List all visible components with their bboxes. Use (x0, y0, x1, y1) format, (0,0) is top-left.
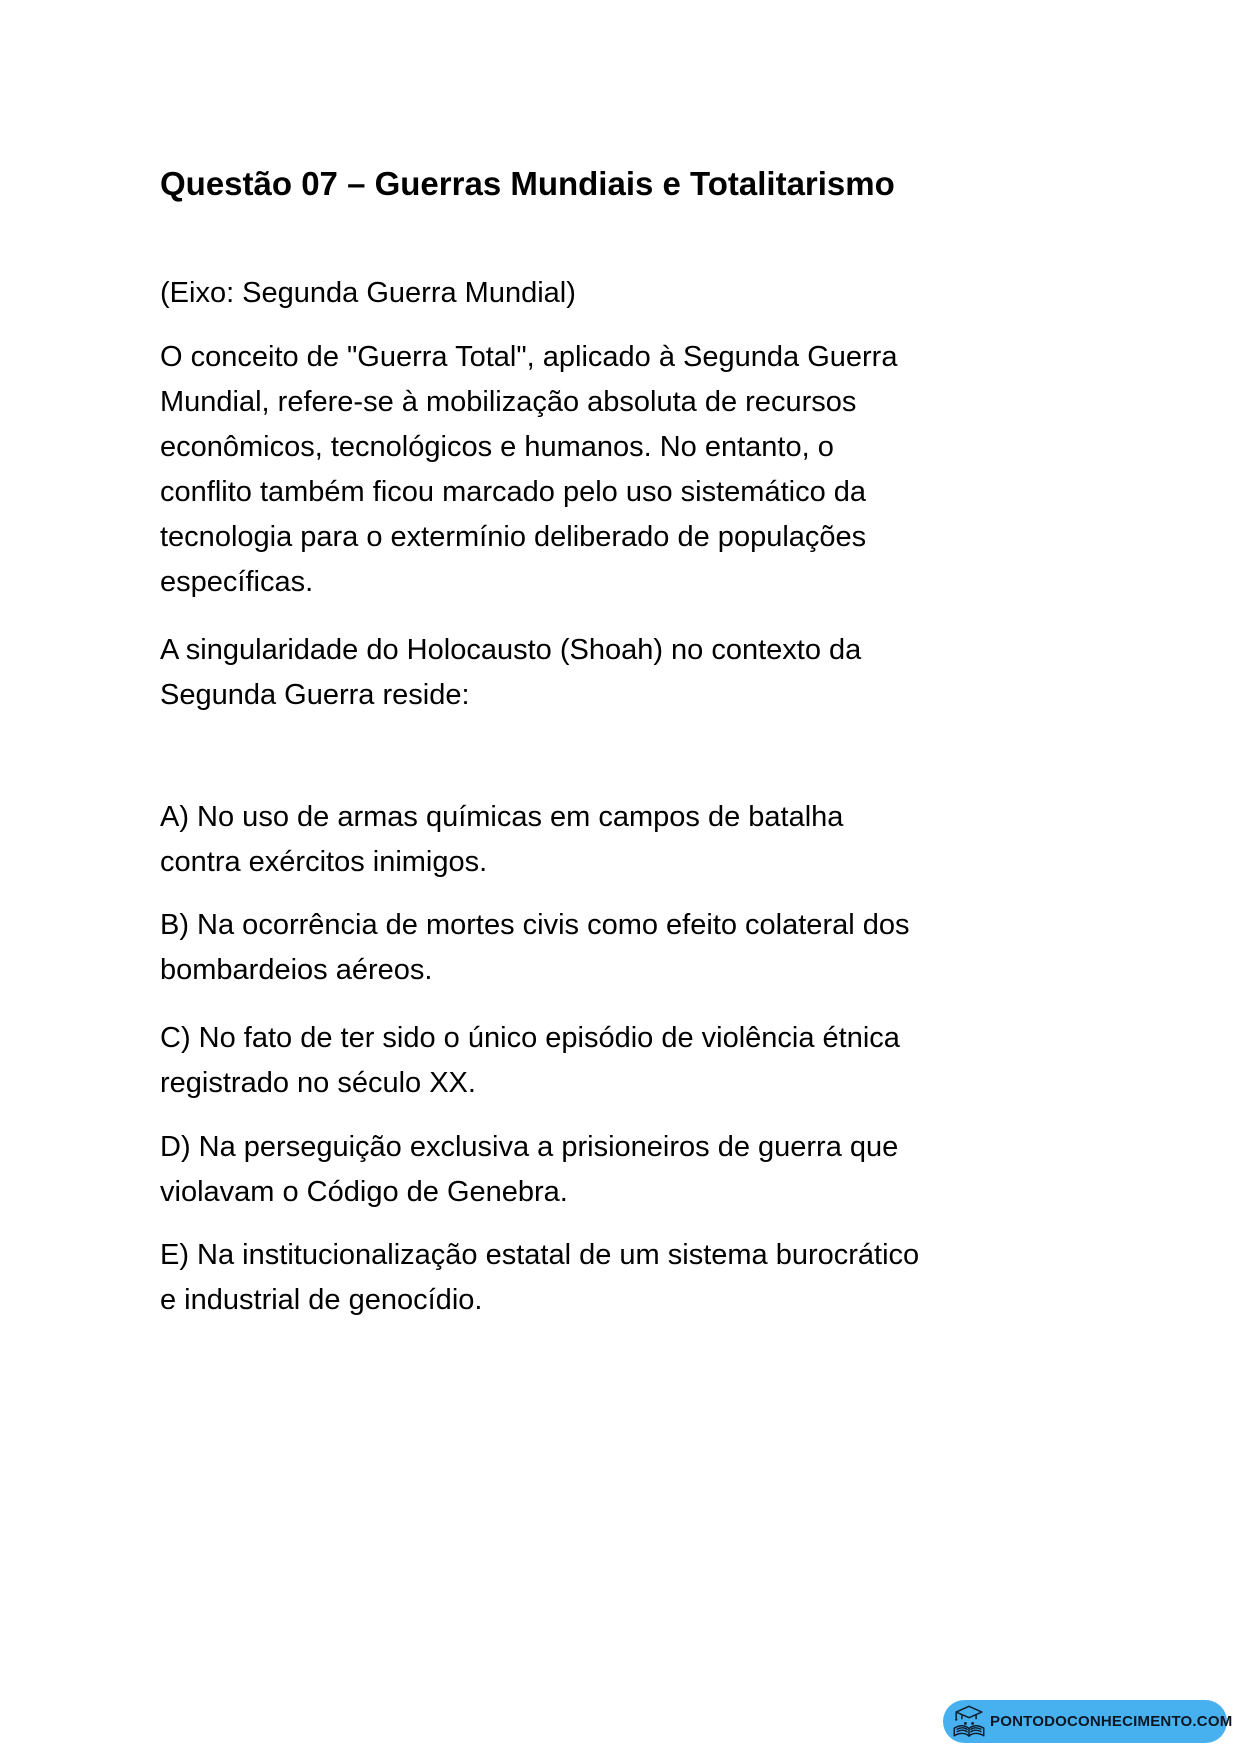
brand-badge-link[interactable] (943, 1700, 1233, 1743)
option-C-line: C) No fato de ter sido o único episódio de violência étnica (160, 1022, 900, 1054)
option-A-line: A) No uso de armas químicas em campos de batalha (160, 801, 844, 833)
option-E-line: e industrial de genocídio. (160, 1284, 483, 1316)
intro-line: Mundial, refere-se à mobilização absoluta de recursos (160, 386, 857, 418)
question-title: Questão 07 – Guerras Mundiais e Totalitarismo (160, 165, 895, 203)
question-stem-line: Segunda Guerra reside: (160, 679, 470, 711)
brand-badge-text: PONTODOCONHECIMENTO.COM (990, 1713, 1233, 1730)
intro-line: econômicos, tecnológicos e humanos. No entanto, o (160, 431, 834, 463)
axis-line-block (160, 271, 576, 316)
question-stem-paragraph (160, 628, 861, 718)
intro-line: específicas. (160, 566, 314, 598)
option-A-line: contra exércitos inimigos. (160, 846, 488, 878)
axis-line: (Eixo: Segunda Guerra Mundial) (160, 277, 576, 309)
question-stem-line: A singularidade do Holocausto (Shoah) no contexto da (160, 634, 862, 666)
option-D-line: D) Na perseguição exclusiva a prisioneiros de guerra que (160, 1131, 899, 1163)
intro-line: conflito também ficou marcado pelo uso sistemático da (160, 476, 867, 508)
option-C (160, 1016, 900, 1106)
option-B (160, 903, 909, 993)
option-A (160, 795, 843, 885)
option-D (160, 1125, 898, 1215)
option-B-line: bombardeios aéreos. (160, 954, 433, 986)
option-B-line: B) Na ocorrência de mortes civis como efeito colateral dos (160, 909, 910, 941)
option-E-line: E) Na institucionalização estatal de um sistema burocrático (160, 1239, 920, 1271)
graduate-reading-book-icon (950, 1703, 988, 1741)
option-E (160, 1233, 919, 1323)
option-D-line: violavam o Código de Genebra. (160, 1176, 568, 1208)
intro-line: O conceito de "Guerra Total", aplicado à Segunda Guerra (160, 341, 898, 373)
intro-paragraph (160, 335, 897, 605)
option-C-line: registrado no século XX. (160, 1067, 476, 1099)
intro-line: tecnologia para o extermínio deliberado de populações (160, 521, 867, 553)
